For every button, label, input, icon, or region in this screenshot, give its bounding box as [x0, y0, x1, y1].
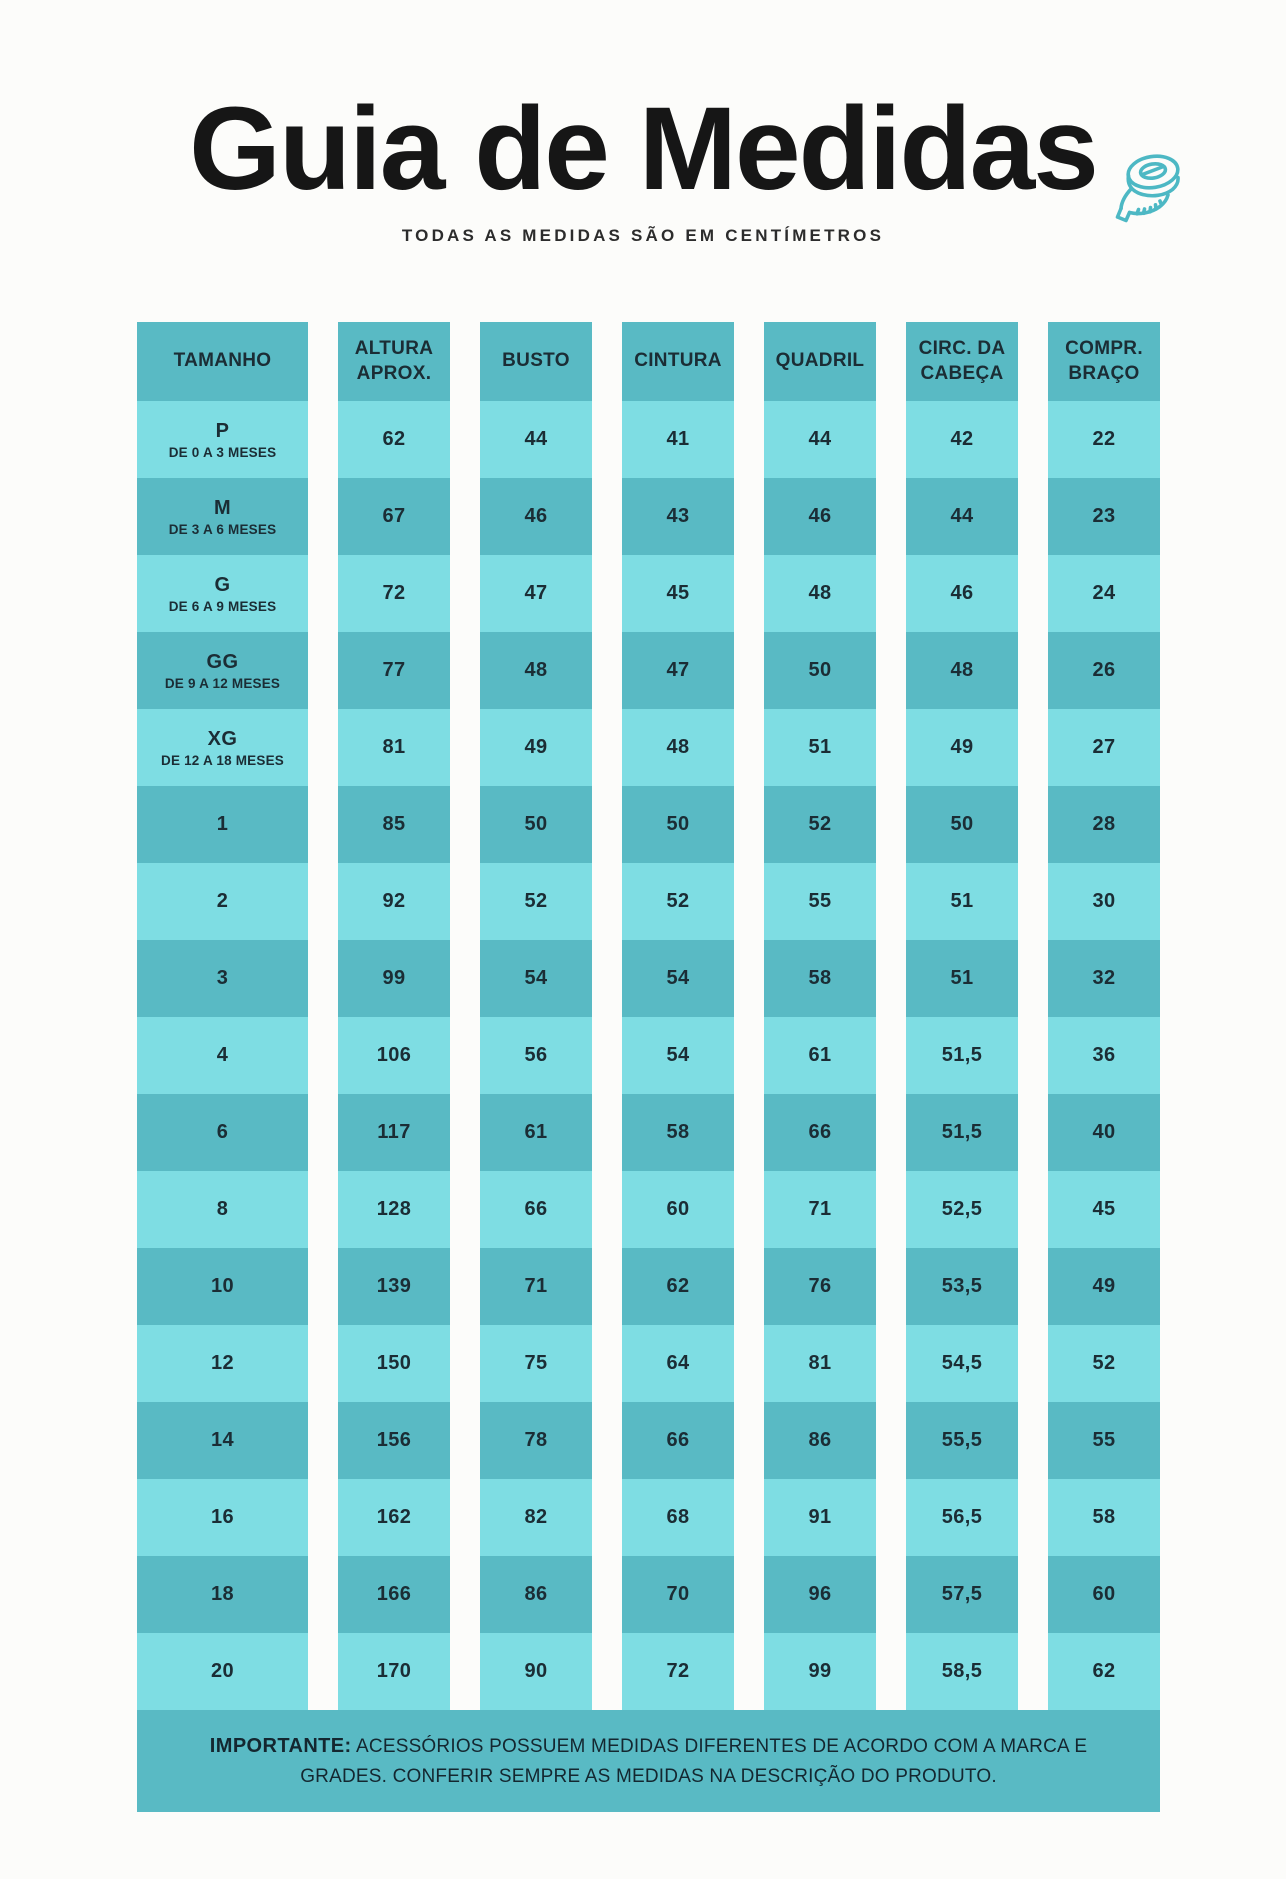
measurement-cell: 23: [1048, 478, 1160, 555]
measurement-cell: 92: [338, 863, 450, 940]
measurement-cell: 62: [1048, 1633, 1160, 1710]
measurement-cell: 58: [1048, 1479, 1160, 1556]
column-header-4: QUADRIL: [764, 322, 876, 401]
size-row-label: [137, 1094, 308, 1171]
size-row-label: [137, 1248, 308, 1325]
measurement-cell: 67: [338, 478, 450, 555]
measurement-cell: 85: [338, 786, 450, 863]
measurement-cell: 52: [1048, 1325, 1160, 1402]
measurement-cell: 60: [1048, 1556, 1160, 1633]
measurement-cell: 45: [622, 555, 734, 632]
measurement-cell: 44: [906, 478, 1018, 555]
measurement-cell: 51,5: [906, 1094, 1018, 1171]
measurement-cell: 44: [480, 401, 592, 478]
measurement-cell: 66: [480, 1171, 592, 1248]
size-row-label: [137, 401, 308, 478]
measurement-cell: 71: [480, 1248, 592, 1325]
measurement-cell: 51: [906, 863, 1018, 940]
measurement-cell: 53,5: [906, 1248, 1018, 1325]
size-row-label: [137, 555, 308, 632]
size-age-range: DE 12 A 18 MESES: [161, 752, 284, 768]
measurement-cell: 47: [480, 555, 592, 632]
size-age-range: DE 0 A 3 MESES: [168, 444, 277, 460]
measurement-cell: 41: [622, 401, 734, 478]
measurement-cell: 50: [906, 786, 1018, 863]
measurement-cell: 58,5: [906, 1633, 1018, 1710]
measurement-cell: 70: [622, 1556, 734, 1633]
measurement-cell: 46: [764, 478, 876, 555]
measurement-cell: 26: [1048, 632, 1160, 709]
important-note-text: IMPORTANTE: ACESSÓRIOS POSSUEM MEDIDAS DIFERENTES DE ACORDO COM A MARCA E GRADES. CONFERIR SEMPRE AS MEDIDAS NA DESCRIÇÃO DO PRODUTO.: [209, 1734, 1088, 1787]
measurement-cell: 46: [906, 555, 1018, 632]
measurement-cell: 91: [764, 1479, 876, 1556]
measurement-cell: 50: [622, 786, 734, 863]
size-value: 6: [216, 1121, 229, 1143]
size-value: 8: [216, 1198, 229, 1220]
measurement-cell: 86: [480, 1556, 592, 1633]
size-row-label: [137, 786, 308, 863]
measurement-cell: 128: [338, 1171, 450, 1248]
measurement-cell: 51,5: [906, 1017, 1018, 1094]
size-row-label: [137, 1556, 308, 1633]
measurement-cell: 54: [480, 940, 592, 1017]
measurement-cell: 47: [622, 632, 734, 709]
measurement-cell: 61: [764, 1017, 876, 1094]
measurement-cell: 52: [764, 786, 876, 863]
size-row-label: [137, 863, 308, 940]
measurement-cell: 86: [764, 1402, 876, 1479]
column-header-3: CINTURA: [622, 322, 734, 401]
measurement-cell: 54: [622, 940, 734, 1017]
measurement-cell: 44: [764, 401, 876, 478]
size-value: 3: [216, 967, 229, 989]
size-value: M: [213, 496, 232, 519]
measurement-cell: 57,5: [906, 1556, 1018, 1633]
measurement-cell: 56: [480, 1017, 592, 1094]
measurement-cell: 58: [764, 940, 876, 1017]
important-note: [137, 1710, 1160, 1812]
size-value: 1: [216, 813, 229, 835]
size-row-label: [137, 709, 308, 786]
measurement-cell: 36: [1048, 1017, 1160, 1094]
measurement-cell: 51: [764, 709, 876, 786]
measurement-cell: 72: [338, 555, 450, 632]
measurement-cell: 72: [622, 1633, 734, 1710]
size-value: 10: [210, 1275, 235, 1297]
size-row-label: [137, 1402, 308, 1479]
measurement-cell: 166: [338, 1556, 450, 1633]
column-header-1: ALTURA APROX.: [338, 322, 450, 401]
measurement-cell: 55: [764, 863, 876, 940]
size-row-label: [137, 1017, 308, 1094]
size-value: G: [214, 573, 231, 596]
measurement-cell: 61: [480, 1094, 592, 1171]
measurement-cell: 43: [622, 478, 734, 555]
measurement-cell: 49: [480, 709, 592, 786]
size-value: 20: [210, 1660, 235, 1682]
measurement-cell: 52: [622, 863, 734, 940]
size-row-label: [137, 632, 308, 709]
measurement-cell: 76: [764, 1248, 876, 1325]
measurement-cell: 48: [622, 709, 734, 786]
measurement-cell: 27: [1048, 709, 1160, 786]
column-header-size: TAMANHO: [137, 322, 308, 401]
measuring-tape-icon: [1112, 148, 1192, 236]
measurement-cell: 52: [480, 863, 592, 940]
measurement-cell: 81: [764, 1325, 876, 1402]
measurement-cell: 48: [480, 632, 592, 709]
measurement-cell: 32: [1048, 940, 1160, 1017]
measurement-cell: 58: [622, 1094, 734, 1171]
measurement-cell: 139: [338, 1248, 450, 1325]
size-row-label: [137, 1171, 308, 1248]
measurement-cell: 75: [480, 1325, 592, 1402]
measurement-cell: 51: [906, 940, 1018, 1017]
measurement-cell: 150: [338, 1325, 450, 1402]
size-row-label: [137, 940, 308, 1017]
measurement-cell: 55,5: [906, 1402, 1018, 1479]
measurement-cell: 162: [338, 1479, 450, 1556]
measurement-cell: 62: [622, 1248, 734, 1325]
measurement-cell: 54,5: [906, 1325, 1018, 1402]
measurement-cell: 90: [480, 1633, 592, 1710]
measurement-cell: 78: [480, 1402, 592, 1479]
measurement-cell: 82: [480, 1479, 592, 1556]
measurement-cell: 66: [764, 1094, 876, 1171]
size-age-range: DE 6 A 9 MESES: [168, 598, 277, 614]
measurement-cell: 30: [1048, 863, 1160, 940]
measurement-cell: 42: [906, 401, 1018, 478]
size-table: [137, 322, 1160, 1710]
measurement-cell: 77: [338, 632, 450, 709]
size-value: 14: [210, 1429, 235, 1451]
measurement-cell: 24: [1048, 555, 1160, 632]
measurement-cell: 49: [906, 709, 1018, 786]
size-row-label: [137, 1325, 308, 1402]
measurement-cell: 62: [338, 401, 450, 478]
size-age-range: DE 9 A 12 MESES: [164, 675, 281, 691]
page-header: [0, 0, 1286, 246]
measurement-cell: 106: [338, 1017, 450, 1094]
column-header-6: COMPR. BRAÇO: [1048, 322, 1160, 401]
column-header-5: CIRC. DA CABEÇA: [906, 322, 1018, 401]
measurement-cell: 48: [906, 632, 1018, 709]
measurement-cell: 81: [338, 709, 450, 786]
measurement-cell: 48: [764, 555, 876, 632]
measurement-cell: 60: [622, 1171, 734, 1248]
measurement-cell: 56,5: [906, 1479, 1018, 1556]
size-row-label: [137, 1633, 308, 1710]
measurement-cell: 71: [764, 1171, 876, 1248]
measurement-cell: 54: [622, 1017, 734, 1094]
measurement-cell: 28: [1048, 786, 1160, 863]
size-value: 4: [216, 1044, 229, 1066]
size-value: P: [215, 419, 230, 442]
size-row-label: [137, 1479, 308, 1556]
measurement-cell: 170: [338, 1633, 450, 1710]
size-value: 12: [210, 1352, 235, 1374]
page-title: Guia de Medidas: [189, 83, 1097, 215]
measurement-cell: 50: [764, 632, 876, 709]
column-header-2: BUSTO: [480, 322, 592, 401]
measurement-cell: 45: [1048, 1171, 1160, 1248]
measurement-cell: 96: [764, 1556, 876, 1633]
measurement-cell: 66: [622, 1402, 734, 1479]
size-value: GG: [206, 650, 239, 673]
measurement-cell: 50: [480, 786, 592, 863]
page-subtitle: TODAS AS MEDIDAS SÃO EM CENTÍMETROS: [401, 225, 885, 245]
measurement-cell: 40: [1048, 1094, 1160, 1171]
size-age-range: DE 3 A 6 MESES: [168, 521, 277, 537]
size-value: 18: [210, 1583, 235, 1605]
measurement-cell: 99: [764, 1633, 876, 1710]
measurement-cell: 46: [480, 478, 592, 555]
measurement-cell: 117: [338, 1094, 450, 1171]
measurement-cell: 55: [1048, 1402, 1160, 1479]
size-row-label: [137, 478, 308, 555]
measurement-cell: 49: [1048, 1248, 1160, 1325]
size-value: XG: [207, 727, 238, 750]
measurement-cell: 68: [622, 1479, 734, 1556]
size-value: 2: [216, 890, 229, 912]
important-note-label: IMPORTANTE:: [209, 1734, 352, 1757]
measurement-cell: 64: [622, 1325, 734, 1402]
measurement-cell: 99: [338, 940, 450, 1017]
size-value: 16: [210, 1506, 235, 1528]
measurement-cell: 52,5: [906, 1171, 1018, 1248]
measurement-cell: 156: [338, 1402, 450, 1479]
measurement-cell: 22: [1048, 401, 1160, 478]
